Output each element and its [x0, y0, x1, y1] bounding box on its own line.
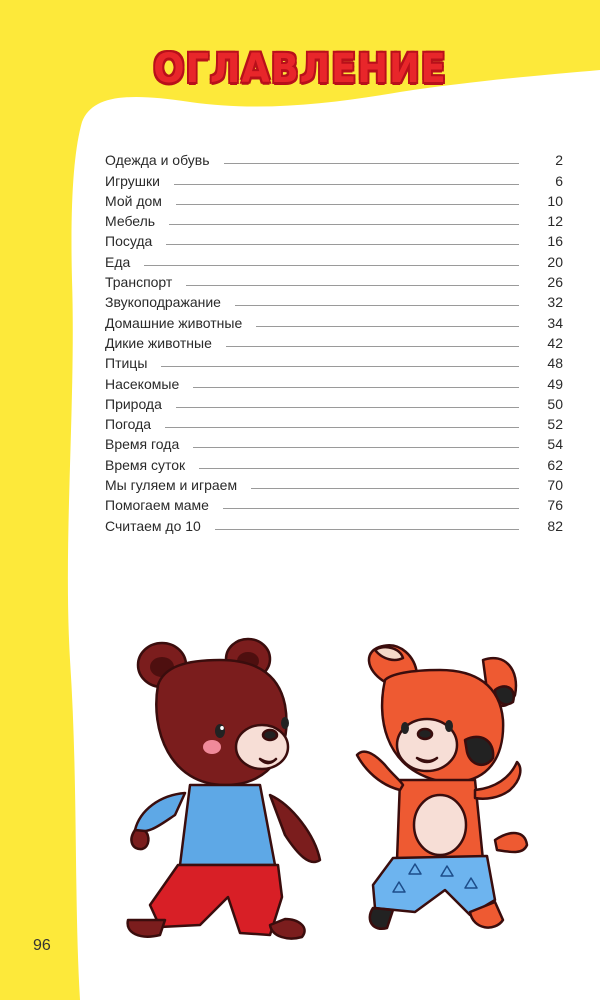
- page-title: ОГЛАВЛЕНИЕ: [153, 46, 447, 92]
- toc-entry-page: 6: [555, 172, 563, 189]
- toc-entry: [105, 209, 563, 229]
- toc-entry-label: Считаем до 10: [105, 517, 201, 534]
- toc-leader-line: [144, 265, 519, 266]
- toc-entry: [105, 148, 563, 168]
- toc-entry-label: Погода: [105, 416, 152, 433]
- toc-entry-page: 26: [547, 274, 563, 291]
- toc-leader-line: [176, 407, 519, 408]
- toc-entry: [105, 473, 563, 493]
- toc-leader-line: [256, 326, 519, 327]
- toc-leader-line: [223, 508, 519, 509]
- toc-entry-page: 34: [547, 314, 563, 331]
- toc-leader-line: [215, 529, 519, 530]
- toc-entry-label: Мы гуляем и играем: [105, 477, 238, 494]
- toc-entry-page: 70: [547, 477, 563, 494]
- toc-entry-page: 12: [547, 213, 563, 230]
- toc-entry: [105, 290, 563, 310]
- toc-entry-label: Насекомые: [105, 375, 180, 392]
- toc-leader-line: [235, 305, 519, 306]
- toc-leader-line: [169, 224, 519, 225]
- toc-entry-label: Посуда: [105, 233, 153, 250]
- toc-entry: [105, 371, 563, 391]
- toc-leader-line: [199, 468, 519, 469]
- toc-entry: [105, 249, 563, 269]
- toc-entry: [105, 452, 563, 472]
- toc-leader-line: [174, 184, 519, 185]
- toc-entry: [105, 392, 563, 412]
- toc-entry-page: 32: [547, 294, 563, 311]
- toc-entry-page: 49: [547, 375, 563, 392]
- toc-entry-page: 54: [547, 436, 563, 453]
- toc-leader-line: [161, 366, 519, 367]
- toc-leader-line: [186, 285, 519, 286]
- toc-leader-line: [165, 427, 519, 428]
- toc-entry-page: 20: [547, 253, 563, 270]
- toc-entry: [105, 310, 563, 330]
- toc-leader-line: [224, 163, 519, 164]
- toc-entry-page: 48: [547, 355, 563, 372]
- toc-entry-page: 42: [547, 334, 563, 351]
- toc-entry: [105, 331, 563, 351]
- toc-entry-label: Птицы: [105, 355, 148, 372]
- toc-entry: [105, 493, 563, 513]
- toc-entry-label: Мой дом: [105, 192, 162, 209]
- toc-entry-label: Время года: [105, 436, 180, 453]
- toc-leader-line: [193, 447, 519, 448]
- toc-leader-line: [251, 488, 519, 489]
- toc-entry-label: Домашние животные: [105, 314, 243, 331]
- toc-entry-page: 50: [547, 395, 563, 412]
- toc-leader-line: [166, 244, 519, 245]
- toc-entry: [105, 189, 563, 209]
- toc-entry: [105, 168, 563, 188]
- puppy-illustration: [345, 640, 535, 940]
- toc-entry-label: Мебель: [105, 213, 156, 230]
- toc-entry-label: Игрушки: [105, 172, 160, 189]
- toc-entry: [105, 432, 563, 452]
- toc-leader-line: [226, 346, 519, 347]
- table-of-contents: [105, 148, 563, 534]
- toc-entry-label: Транспорт: [105, 274, 173, 291]
- toc-entry-label: Одежда и обувь: [105, 152, 210, 169]
- toc-entry-page: 52: [547, 416, 563, 433]
- toc-entry-page: 2: [555, 152, 563, 169]
- toc-entry-page: 16: [547, 233, 563, 250]
- toc-entry-label: Природа: [105, 395, 162, 412]
- toc-entry: [105, 513, 563, 533]
- toc-entry: [105, 270, 563, 290]
- bear-illustration: [120, 635, 330, 945]
- toc-entry-label: Еда: [105, 253, 131, 270]
- toc-entry-label: Звукоподражание: [105, 294, 221, 311]
- toc-leader-line: [176, 204, 519, 205]
- toc-entry-label: Дикие животные: [105, 334, 212, 351]
- toc-entry: [105, 229, 563, 249]
- page-number: 96: [33, 937, 51, 954]
- toc-entry-label: Время суток: [105, 456, 186, 473]
- toc-entry-label: Помогаем маме: [105, 497, 209, 514]
- toc-entry-page: 10: [547, 192, 563, 209]
- toc-entry-page: 76: [547, 497, 563, 514]
- toc-entry-page: 62: [547, 456, 563, 473]
- toc-entry-page: 82: [547, 517, 563, 534]
- toc-entry: [105, 351, 563, 371]
- toc-entry: [105, 412, 563, 432]
- toc-leader-line: [193, 387, 519, 388]
